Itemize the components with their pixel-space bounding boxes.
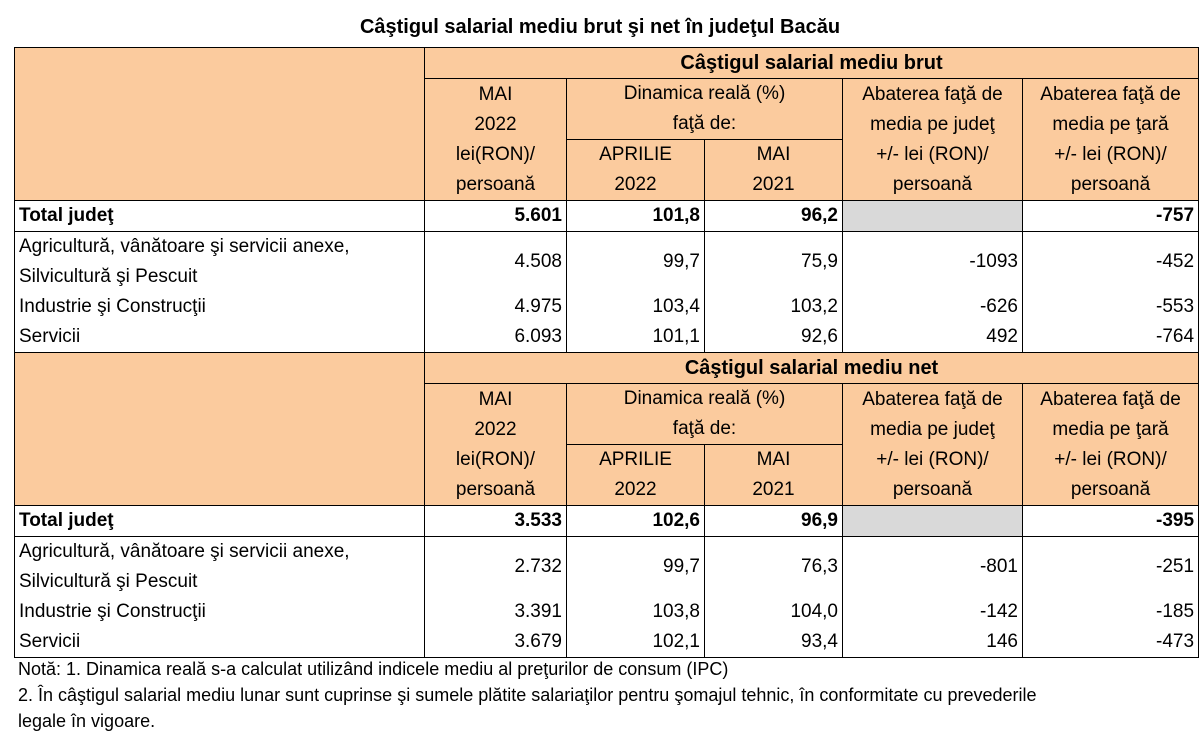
header-blank-cell xyxy=(15,353,425,506)
footnote-2: 2. În câştigul salarial mediu lunar sunt cuprinse şi sumele plătite salariaţilor pentru şomajul tehnic, în conformitate cu prevederile xyxy=(18,685,1037,705)
header-mai-2021: MAI 2021 xyxy=(705,140,843,201)
value-cell xyxy=(843,506,1023,537)
header-aprilie-2022: APRILIE 2022 xyxy=(567,445,705,506)
value-cell: 96,9 xyxy=(705,506,843,537)
value-cell: 103,2 xyxy=(705,292,843,322)
value-cell: 104,0 xyxy=(705,597,843,627)
value-cell: 103,8 xyxy=(567,597,705,627)
value-cell: 4.975 xyxy=(425,292,567,322)
value-cell: -764 xyxy=(1023,322,1199,353)
value-cell: 6.093 xyxy=(425,322,567,353)
row-label: Industrie şi Construcţii xyxy=(15,597,425,627)
brut-section-title: Câştigul salarial mediu brut xyxy=(425,48,1199,79)
value-cell: 101,1 xyxy=(567,322,705,353)
salary-table xyxy=(14,47,1199,658)
value-cell: 3.533 xyxy=(425,506,567,537)
table-row xyxy=(15,322,1199,353)
value-cell: 102,6 xyxy=(567,506,705,537)
header-aprilie-2022: APRILIE 2022 xyxy=(567,140,705,201)
value-cell: 146 xyxy=(843,627,1023,658)
footnote-1: Notă: 1. Dinamica reală s-a calculat utilizând indicele mediu al preţurilor de consum (IPC) xyxy=(18,659,729,679)
value-cell: 492 xyxy=(843,322,1023,353)
value-cell: -553 xyxy=(1023,292,1199,322)
table-row xyxy=(15,201,1199,232)
value-cell xyxy=(843,201,1023,232)
value-cell: 76,3 xyxy=(705,537,843,598)
row-label: Servicii xyxy=(15,627,425,658)
net-section-header xyxy=(15,353,1199,384)
value-cell: 75,9 xyxy=(705,232,843,293)
row-label: Agricultură, vânătoare şi servicii anexe, Silvicultură şi Pescuit xyxy=(15,537,425,598)
footnote-2-continued: legale în vigoare. xyxy=(18,711,156,731)
value-cell: -395 xyxy=(1023,506,1199,537)
value-cell: 93,4 xyxy=(705,627,843,658)
value-cell: -185 xyxy=(1023,597,1199,627)
header-mai-2022: MAI 2022 lei(RON)/ persoană xyxy=(425,79,567,201)
header-abatere-judet: Abaterea faţă de media pe judeţ +/- lei (RON)/ persoană xyxy=(843,384,1023,506)
value-cell: -473 xyxy=(1023,627,1199,658)
value-cell: 102,1 xyxy=(567,627,705,658)
table-row xyxy=(15,506,1199,537)
header-mai-2021: MAI 2021 xyxy=(705,445,843,506)
header-dinamica: Dinamica reală (%) faţă de: xyxy=(567,384,843,445)
value-cell: 101,8 xyxy=(567,201,705,232)
value-cell: -142 xyxy=(843,597,1023,627)
value-cell: 103,4 xyxy=(567,292,705,322)
document-title: Câştigul salarial mediu brut şi net în judeţul Bacău xyxy=(359,16,841,38)
table-row xyxy=(15,292,1199,322)
row-label: Industrie şi Construcţii xyxy=(15,292,425,322)
value-cell: -251 xyxy=(1023,537,1199,598)
table-row xyxy=(15,537,1199,598)
footnotes xyxy=(18,656,1188,734)
brut-section-header xyxy=(15,48,1199,79)
header-abatere-tara: Abaterea faţă de media pe ţară +/- lei (RON)/ persoană xyxy=(1023,384,1199,506)
row-label: Agricultură, vânătoare şi servicii anexe, Silvicultură şi Pescuit xyxy=(15,232,425,293)
row-label: Servicii xyxy=(15,322,425,353)
table-row xyxy=(15,597,1199,627)
header-blank-cell xyxy=(15,48,425,201)
value-cell: 99,7 xyxy=(567,232,705,293)
value-cell: -801 xyxy=(843,537,1023,598)
net-section-title: Câştigul salarial mediu net xyxy=(425,353,1199,384)
table-row xyxy=(15,232,1199,293)
header-mai-2022: MAI 2022 lei(RON)/ persoană xyxy=(425,384,567,506)
value-cell: 99,7 xyxy=(567,537,705,598)
header-abatere-tara: Abaterea faţă de media pe ţară +/- lei (RON)/ persoană xyxy=(1023,79,1199,201)
value-cell: 3.391 xyxy=(425,597,567,627)
table-row xyxy=(15,627,1199,658)
value-cell: -452 xyxy=(1023,232,1199,293)
value-cell: 2.732 xyxy=(425,537,567,598)
row-label: Total judeţ xyxy=(15,201,425,232)
value-cell: -626 xyxy=(843,292,1023,322)
value-cell: 4.508 xyxy=(425,232,567,293)
header-abatere-judet: Abaterea faţă de media pe judeţ +/- lei (RON)/ persoană xyxy=(843,79,1023,201)
value-cell: -1093 xyxy=(843,232,1023,293)
value-cell: 96,2 xyxy=(705,201,843,232)
value-cell: 5.601 xyxy=(425,201,567,232)
value-cell: 92,6 xyxy=(705,322,843,353)
value-cell: -757 xyxy=(1023,201,1199,232)
value-cell: 3.679 xyxy=(425,627,567,658)
header-dinamica: Dinamica reală (%) faţă de: xyxy=(567,79,843,140)
row-label: Total judeţ xyxy=(15,506,425,537)
